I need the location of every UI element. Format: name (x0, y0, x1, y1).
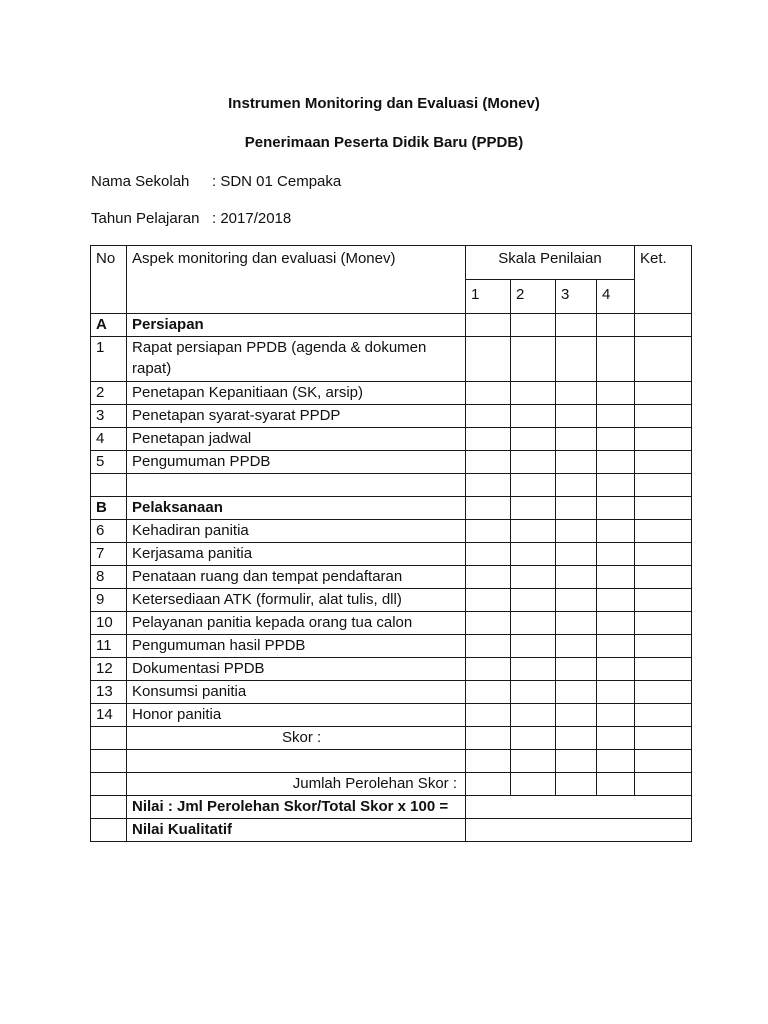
item-no: 12 (91, 658, 127, 681)
score-cell-1[interactable] (466, 589, 511, 612)
school-value: : SDN 01 Cempaka (212, 173, 342, 190)
score-cell-1[interactable] (466, 566, 511, 589)
year-row (91, 210, 291, 227)
quality-field[interactable] (466, 819, 692, 842)
blank-row (91, 750, 692, 773)
item-label: Dokumentasi PPDB (127, 658, 466, 681)
table-row (91, 704, 692, 727)
score-cell-3[interactable] (556, 750, 597, 773)
item-label: Pelayanan panitia kepada orang tua calon (127, 612, 466, 635)
score-cell-4[interactable] (597, 474, 635, 497)
score-cell-3[interactable] (556, 474, 597, 497)
value-field[interactable] (466, 796, 692, 819)
section-code: B (91, 497, 127, 520)
item-no: 11 (91, 635, 127, 658)
note-cell[interactable] (635, 612, 692, 635)
table-row (91, 337, 692, 382)
score-cell-3[interactable] (556, 635, 597, 658)
table-row (91, 382, 692, 405)
score-cell-4[interactable] (597, 428, 635, 451)
school-label: Nama Sekolah (91, 173, 190, 190)
item-no: 1 (91, 337, 127, 382)
score-cell-3[interactable] (556, 543, 597, 566)
score-cell-2[interactable] (511, 681, 556, 704)
score-cell-2[interactable] (511, 612, 556, 635)
score-cell-1[interactable] (466, 635, 511, 658)
score-cell-3[interactable] (556, 566, 597, 589)
score-cell-2[interactable] (511, 474, 556, 497)
scale-4: 4 (597, 280, 635, 314)
blank-label (127, 750, 466, 773)
table-row (91, 405, 692, 428)
score-cell-2[interactable] (511, 314, 556, 337)
score-cell-4[interactable] (597, 681, 635, 704)
score-cell-1[interactable] (466, 428, 511, 451)
header-no: No (91, 246, 127, 314)
score-cell-2[interactable] (511, 773, 556, 796)
table-row (91, 681, 692, 704)
note-cell[interactable] (635, 658, 692, 681)
score-cell-1[interactable] (466, 658, 511, 681)
item-label: Kehadiran panitia (127, 520, 466, 543)
item-no: 9 (91, 589, 127, 612)
score-cell-2[interactable] (511, 658, 556, 681)
score-cell-4[interactable] (597, 543, 635, 566)
value-row (91, 796, 692, 819)
score-cell-2[interactable] (511, 405, 556, 428)
scale-2: 2 (511, 280, 556, 314)
table-row (91, 566, 692, 589)
score-cell-1[interactable] (466, 474, 511, 497)
score-cell-4[interactable] (597, 451, 635, 474)
table-row (91, 658, 692, 681)
note-cell[interactable] (635, 382, 692, 405)
score-cell-2[interactable] (511, 727, 556, 750)
note-cell[interactable] (635, 405, 692, 428)
year-label: Tahun Pelajaran (91, 210, 200, 227)
item-label: Kerjasama panitia (127, 543, 466, 566)
score-cell-3[interactable] (556, 773, 597, 796)
note-cell[interactable] (635, 497, 692, 520)
score-cell-3[interactable] (556, 704, 597, 727)
blank-label (127, 474, 466, 497)
item-no: 5 (91, 451, 127, 474)
score-cell-4[interactable] (597, 704, 635, 727)
header-aspect: Aspek monitoring dan evaluasi (Monev) (127, 246, 466, 314)
note-cell[interactable] (635, 543, 692, 566)
score-cell-1[interactable] (466, 520, 511, 543)
note-cell[interactable] (635, 428, 692, 451)
section-label: Pelaksanaan (127, 497, 466, 520)
section-row-a (91, 314, 692, 337)
item-no: 3 (91, 405, 127, 428)
document-subtitle: Penerimaan Peserta Didik Baru (PPDB) (244, 134, 524, 151)
score-cell-2[interactable] (511, 451, 556, 474)
item-no: 10 (91, 612, 127, 635)
item-label: Penetapan syarat-syarat PPDP (127, 405, 466, 428)
blank-no (91, 750, 127, 773)
score-cell-2[interactable] (511, 750, 556, 773)
document-title: Instrumen Monitoring dan Evaluasi (Monev) (228, 95, 540, 112)
table-row (91, 612, 692, 635)
item-label: Honor panitia (127, 704, 466, 727)
table-row (91, 635, 692, 658)
score-cell-1[interactable] (466, 704, 511, 727)
scale-3: 3 (556, 280, 597, 314)
note-cell[interactable] (635, 681, 692, 704)
score-cell-4[interactable] (597, 658, 635, 681)
note-cell[interactable] (635, 314, 692, 337)
score-cell-3[interactable] (556, 428, 597, 451)
monev-table (90, 245, 692, 842)
score-cell-1[interactable] (466, 543, 511, 566)
table-row (91, 520, 692, 543)
score-cell-4[interactable] (597, 382, 635, 405)
item-no: 8 (91, 566, 127, 589)
score-cell-4[interactable] (597, 589, 635, 612)
item-label: Penetapan Kepanitiaan (SK, arsip) (127, 382, 466, 405)
item-no: 6 (91, 520, 127, 543)
item-label: Penetapan jadwal (127, 428, 466, 451)
score-cell-2[interactable] (511, 589, 556, 612)
score-cell-4[interactable] (597, 405, 635, 428)
score-cell-4[interactable] (597, 635, 635, 658)
header-scale: Skala Penilaian (466, 246, 635, 280)
score-cell-2[interactable] (511, 635, 556, 658)
score-cell-2[interactable] (511, 497, 556, 520)
score-cell-4[interactable] (597, 314, 635, 337)
section-row-b (91, 497, 692, 520)
table-row (91, 589, 692, 612)
score-cell-2[interactable] (511, 520, 556, 543)
score-cell-2[interactable] (511, 337, 556, 382)
score-cell-1[interactable] (466, 750, 511, 773)
score-row (91, 727, 692, 750)
note-cell[interactable] (635, 773, 692, 796)
item-label: Konsumsi panitia (127, 681, 466, 704)
item-label: Penataan ruang dan tempat pendaftaran (127, 566, 466, 589)
table-row (91, 451, 692, 474)
score-cell-2[interactable] (511, 382, 556, 405)
item-no: 4 (91, 428, 127, 451)
header-row (91, 246, 692, 280)
score-cell-3[interactable] (556, 405, 597, 428)
table-row (91, 543, 692, 566)
score-cell-1[interactable] (466, 727, 511, 750)
note-cell[interactable] (635, 451, 692, 474)
score-cell-2[interactable] (511, 566, 556, 589)
score-cell-3[interactable] (556, 589, 597, 612)
score-cell-1[interactable] (466, 382, 511, 405)
note-cell[interactable] (635, 337, 692, 382)
score-cell-3[interactable] (556, 451, 597, 474)
score-cell-1[interactable] (466, 451, 511, 474)
score-cell-4[interactable] (597, 566, 635, 589)
section-code: A (91, 314, 127, 337)
scale-1: 1 (466, 280, 511, 314)
section-label: Persiapan (127, 314, 466, 337)
note-cell[interactable] (635, 635, 692, 658)
quality-no (91, 819, 127, 842)
score-cell-1[interactable] (466, 337, 511, 382)
score-cell-3[interactable] (556, 382, 597, 405)
total-no (91, 773, 127, 796)
score-cell-4[interactable] (597, 337, 635, 382)
note-cell[interactable] (635, 704, 692, 727)
score-cell-3[interactable] (556, 337, 597, 382)
note-cell[interactable] (635, 589, 692, 612)
score-cell-3[interactable] (556, 497, 597, 520)
score-cell-3[interactable] (556, 727, 597, 750)
score-cell-1[interactable] (466, 681, 511, 704)
quality-label: Nilai Kualitatif (127, 819, 466, 842)
year-value: : 2017/2018 (212, 210, 292, 227)
score-cell-4[interactable] (597, 520, 635, 543)
note-cell[interactable] (635, 727, 692, 750)
blank-row (91, 474, 692, 497)
total-label: Jumlah Perolehan Skor : (127, 773, 466, 796)
note-cell[interactable] (635, 566, 692, 589)
score-cell-3[interactable] (556, 681, 597, 704)
item-no: 13 (91, 681, 127, 704)
score-cell-4[interactable] (597, 750, 635, 773)
score-cell-1[interactable] (466, 314, 511, 337)
note-cell[interactable] (635, 474, 692, 497)
item-label: Pengumuman PPDB (127, 451, 466, 474)
score-cell-1[interactable] (466, 497, 511, 520)
item-no: 7 (91, 543, 127, 566)
quality-row (91, 819, 692, 842)
total-row (91, 773, 692, 796)
item-no: 2 (91, 382, 127, 405)
header-note: Ket. (635, 246, 692, 314)
score-cell-4[interactable] (597, 497, 635, 520)
score-cell-3[interactable] (556, 314, 597, 337)
score-cell-1[interactable] (466, 773, 511, 796)
score-cell-4[interactable] (597, 727, 635, 750)
score-cell-4[interactable] (597, 773, 635, 796)
score-cell-2[interactable] (511, 704, 556, 727)
score-cell-1[interactable] (466, 612, 511, 635)
item-label: Rapat persiapan PPDB (agenda & dokumen rapat) (127, 337, 466, 382)
score-cell-2[interactable] (511, 543, 556, 566)
note-cell[interactable] (635, 520, 692, 543)
score-cell-2[interactable] (511, 428, 556, 451)
score-cell-1[interactable] (466, 405, 511, 428)
item-label: Pengumuman hasil PPDB (127, 635, 466, 658)
blank-no (91, 474, 127, 497)
table-row (91, 428, 692, 451)
score-cell-3[interactable] (556, 612, 597, 635)
score-label: Skor : (127, 727, 466, 750)
value-label: Nilai : Jml Perolehan Skor/Total Skor x 100 = (127, 796, 466, 819)
item-no: 14 (91, 704, 127, 727)
value-no (91, 796, 127, 819)
note-cell[interactable] (635, 750, 692, 773)
score-cell-3[interactable] (556, 658, 597, 681)
score-no (91, 727, 127, 750)
item-label: Ketersediaan ATK (formulir, alat tulis, dll) (127, 589, 466, 612)
score-cell-3[interactable] (556, 520, 597, 543)
school-row (91, 173, 341, 190)
score-cell-4[interactable] (597, 612, 635, 635)
